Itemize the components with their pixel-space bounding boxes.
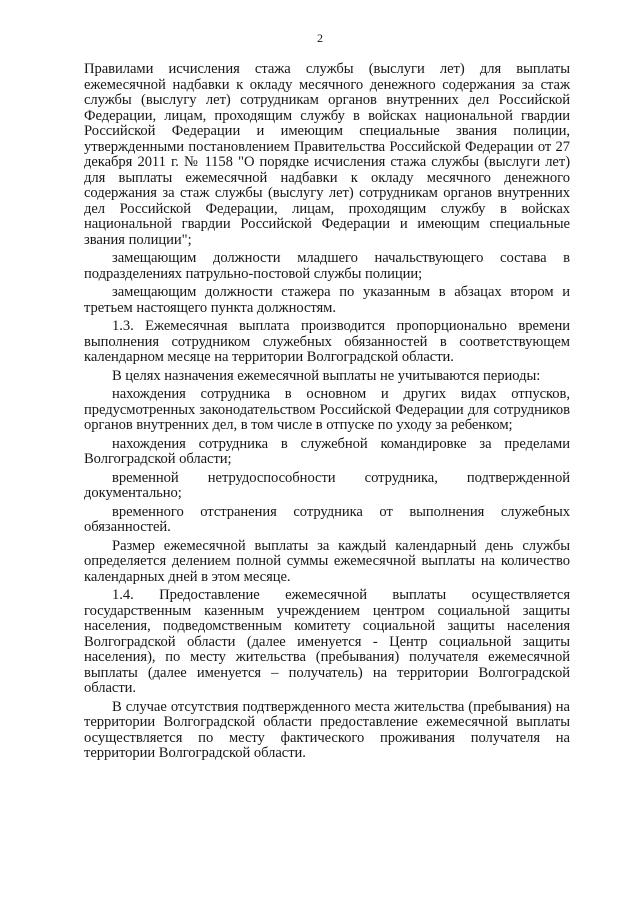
document-body xyxy=(84,62,570,762)
paragraph-excluded-periods: В целях назначения ежемесячной выплаты не учитываются периоды: xyxy=(112,367,541,384)
paragraph-junior-command-staff: замещающим должности младшего начальствующего состава в подразделениях патрульно-постовой службы полиции; xyxy=(84,250,570,282)
paragraph-disability: временной нетрудоспособности сотрудника, подтвержденной документально; xyxy=(84,469,570,501)
paragraph-suspension: временного отстранения сотрудника от выполнения служебных обязанностей. xyxy=(84,503,570,535)
paragraph-leave: нахождения сотрудника в основном и других видах отпусков, предусмотренных законодательством Российской Федерации для сотрудников органов внутренних дел, в том числе в отпуске по уходу за ребенком; xyxy=(84,386,570,433)
paragraph-daily-amount: Размер ежемесячной выплаты за каждый календарный день службы определяется делением полной суммы ежемесячной выплаты на количество календарных дней в этом месяце. xyxy=(84,537,570,585)
paragraph-clause-1-3: 1.3. Ежемесячная выплата производится пропорционально времени выполнения сотрудником служебных обязанностей в соответствующем календарном месяце на территории Волгоградской области. xyxy=(84,318,570,365)
paragraph-clause-1-4: 1.4. Предоставление ежемесячной выплаты осуществляется государственным казенным учреждением центром социальной защиты населения, подведомственным комитету социальной защиты населения Волгоградской области (далее именуется - Центр социальной защиты населения), по месту жительства (пребывания) получателя ежемесячной выплаты (далее именуется – получатель) на территории Волгоградской области. xyxy=(84,587,570,696)
paragraph-business-trip: нахождения сотрудника в служебной командировке за пределами Волгоградской области; xyxy=(84,435,570,467)
paragraph-continuation: Правилами исчисления стажа службы (выслуги лет) для выплаты ежемесячной надбавки к окладу месячного денежного содержания за стаж службы (выслугу лет) сотрудникам органов внутренних дел Российской Федерации, лицам, проходящим службу в войсках национальной гвардии Российской Федерации и имеющим специальные звания полиции, утвержденными постановлением Правительства Российской Федерации от 27 декабря 2011 г. № 1158 "О порядке исчисления стажа службы (выслуги лет) для выплаты ежемесячной надбавки к окладу месячного денежного содержания за стаж службы (выслугу лет) сотрудникам органов внутренних дел Российской Федерации, лицам, проходящим службу в войсках национальной гвардии Российской Федерации и имеющим специальные звания полиции"; xyxy=(84,61,570,248)
paragraph-trainee-positions: замещающим должности стажера по указанным в абзацах втором и третьем настоящего пункта должностям. xyxy=(84,284,570,316)
paragraph-actual-residence: В случае отсутствия подтвержденного места жительства (пребывания) на территории Волгоградской области предоставление ежемесячной выплаты осуществляется по месту фактического проживания получателя на территории Волгоградской области. xyxy=(84,698,570,761)
page-number: 2 xyxy=(317,31,323,45)
